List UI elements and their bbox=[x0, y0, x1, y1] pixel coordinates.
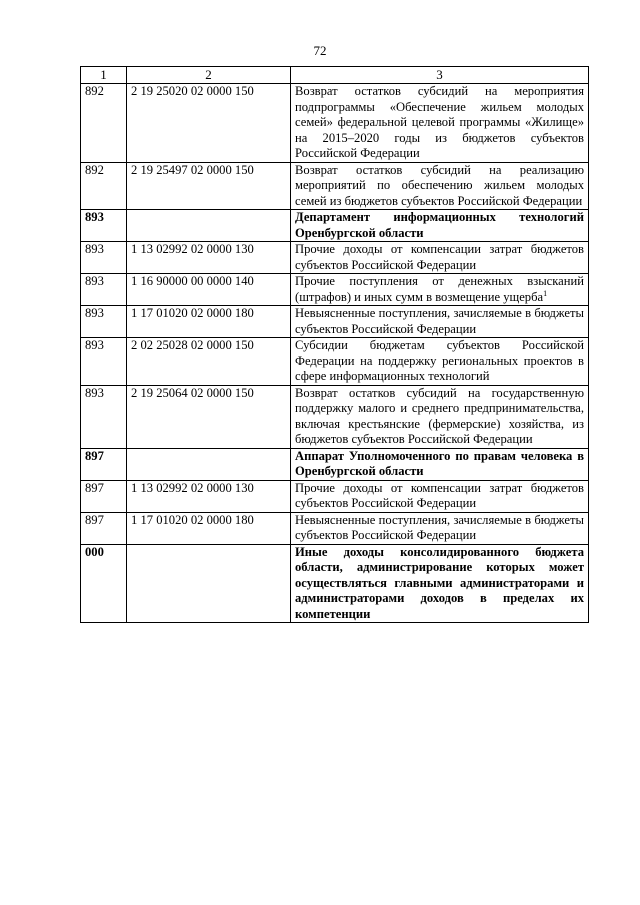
page-number: 72 bbox=[313, 43, 327, 58]
admin-code-cell: 897 bbox=[81, 448, 127, 480]
description-cell: Возврат остатков субсидий на реализацию мероприятий по обеспечению жильем молодых семей из бюджетов субъектов Российской Федерации bbox=[291, 162, 589, 210]
table-row bbox=[81, 84, 589, 163]
description-cell: Субсидии бюджетам субъектов Российской Федерации на поддержку региональных проектов в сфере информационных технологий bbox=[291, 338, 589, 386]
admin-code-cell: 893 bbox=[81, 274, 127, 306]
section-header-row bbox=[81, 544, 589, 623]
budget-code-cell: 2 19 25497 02 0000 150 bbox=[127, 162, 291, 210]
budget-code-cell: 1 16 90000 00 0000 140 bbox=[127, 274, 291, 306]
budget-code-cell: 2 02 25028 02 0000 150 bbox=[127, 338, 291, 386]
budget-code-cell bbox=[127, 448, 291, 480]
column-header-1: 1 bbox=[81, 67, 127, 84]
budget-code-cell: 1 17 01020 02 0000 180 bbox=[127, 306, 291, 338]
description-cell: Прочие доходы от компенсации затрат бюджетов субъектов Российской Федерации bbox=[291, 242, 589, 274]
description-text: Прочие поступления от денежных взысканий (штрафов) и иных сумм в возмещение ущерба bbox=[295, 274, 584, 304]
budget-code-cell bbox=[127, 544, 291, 623]
budget-code-cell bbox=[127, 210, 291, 242]
section-header-row bbox=[81, 448, 589, 480]
column-header-2: 2 bbox=[127, 67, 291, 84]
table-row bbox=[81, 306, 589, 338]
budget-code-cell: 1 13 02992 02 0000 130 bbox=[127, 242, 291, 274]
administrator-name-cell: Аппарат Уполномоченного по правам человека в Оренбургской области bbox=[291, 448, 589, 480]
administrator-name-cell: Иные доходы консолидированного бюджета области, администрирование которых может осуществляться главными администраторами и администраторами доходов в пределах их компетенции bbox=[291, 544, 589, 623]
section-header-row bbox=[81, 210, 589, 242]
budget-code-cell: 2 19 25064 02 0000 150 bbox=[127, 385, 291, 448]
description-cell: Невыясненные поступления, зачисляемые в бюджеты субъектов Российской Федерации bbox=[291, 306, 589, 338]
income-sources-table bbox=[80, 66, 589, 623]
footnote-marker: 1 bbox=[543, 288, 548, 298]
admin-code-cell: 897 bbox=[81, 480, 127, 512]
table-row bbox=[81, 385, 589, 448]
description-cell: Невыясненные поступления, зачисляемые в бюджеты субъектов Российской Федерации bbox=[291, 512, 589, 544]
table-row bbox=[81, 480, 589, 512]
admin-code-cell: 893 bbox=[81, 210, 127, 242]
admin-code-cell: 893 bbox=[81, 242, 127, 274]
table-row bbox=[81, 338, 589, 386]
description-cell: Возврат остатков субсидий на государственную поддержку малого и среднего предпринимательства, включая крестьянские (фермерские) хозяйства, из бюджетов субъектов Российской Федерации bbox=[291, 385, 589, 448]
description-cell: Возврат остатков субсидий на мероприятия подпрограммы «Обеспечение жильем молодых семей» федеральной целевой программы «Жилище» на 2015–2020 годы из бюджетов субъектов Российской Федерации bbox=[291, 84, 589, 163]
admin-code-cell: 893 bbox=[81, 306, 127, 338]
admin-code-cell: 893 bbox=[81, 385, 127, 448]
table-row bbox=[81, 242, 589, 274]
administrator-name-cell: Департамент информационных технологий Оренбургской области bbox=[291, 210, 589, 242]
admin-code-cell: 897 bbox=[81, 512, 127, 544]
budget-code-cell: 1 17 01020 02 0000 180 bbox=[127, 512, 291, 544]
description-cell bbox=[291, 274, 589, 306]
table-header-row bbox=[81, 67, 589, 84]
table-row bbox=[81, 162, 589, 210]
admin-code-cell: 893 bbox=[81, 338, 127, 386]
description-cell: Прочие доходы от компенсации затрат бюджетов субъектов Российской Федерации bbox=[291, 480, 589, 512]
column-header-3: 3 bbox=[291, 67, 589, 84]
budget-code-cell: 2 19 25020 02 0000 150 bbox=[127, 84, 291, 163]
admin-code-cell: 892 bbox=[81, 162, 127, 210]
admin-code-cell: 892 bbox=[81, 84, 127, 163]
admin-code-cell: 000 bbox=[81, 544, 127, 623]
table-row bbox=[81, 512, 589, 544]
table-row bbox=[81, 274, 589, 306]
budget-code-cell: 1 13 02992 02 0000 130 bbox=[127, 480, 291, 512]
